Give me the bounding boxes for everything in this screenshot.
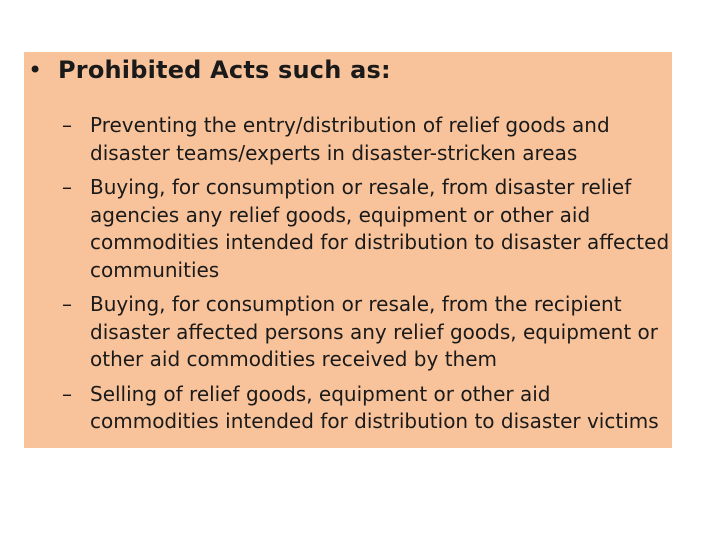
dash-marker: – [62,113,72,137]
sub-bullet-text: Preventing the entry/distribution of relief goods and disaster teams/experts in disaster-stricken areas [90,113,610,165]
main-bullet [28,56,391,84]
sub-bullet-item [62,381,670,436]
sub-bullet-item [62,291,670,374]
bullet-marker: • [28,56,43,84]
bullet-heading: Prohibited Acts such as: [58,56,391,84]
sub-bullet-text: Selling of relief goods, equipment or other aid commodities intended for distribution to disaster victims [90,381,659,433]
dash-marker: – [62,292,72,316]
dash-marker: – [62,175,72,199]
sub-bullet-list [62,112,670,443]
sub-bullet-text: Buying, for consumption or resale, from disaster relief agencies any relief goods, equipment or other aid commodities intended for distribution to disaster affected communities [90,175,670,282]
dash-marker: – [62,381,72,406]
sub-bullet-item [62,174,670,284]
sub-bullet-item [62,112,670,167]
sub-bullet-text: Buying, for consumption or resale, from the recipient disaster affected persons any relief goods, equipment or other aid commodities received by them [90,292,659,371]
